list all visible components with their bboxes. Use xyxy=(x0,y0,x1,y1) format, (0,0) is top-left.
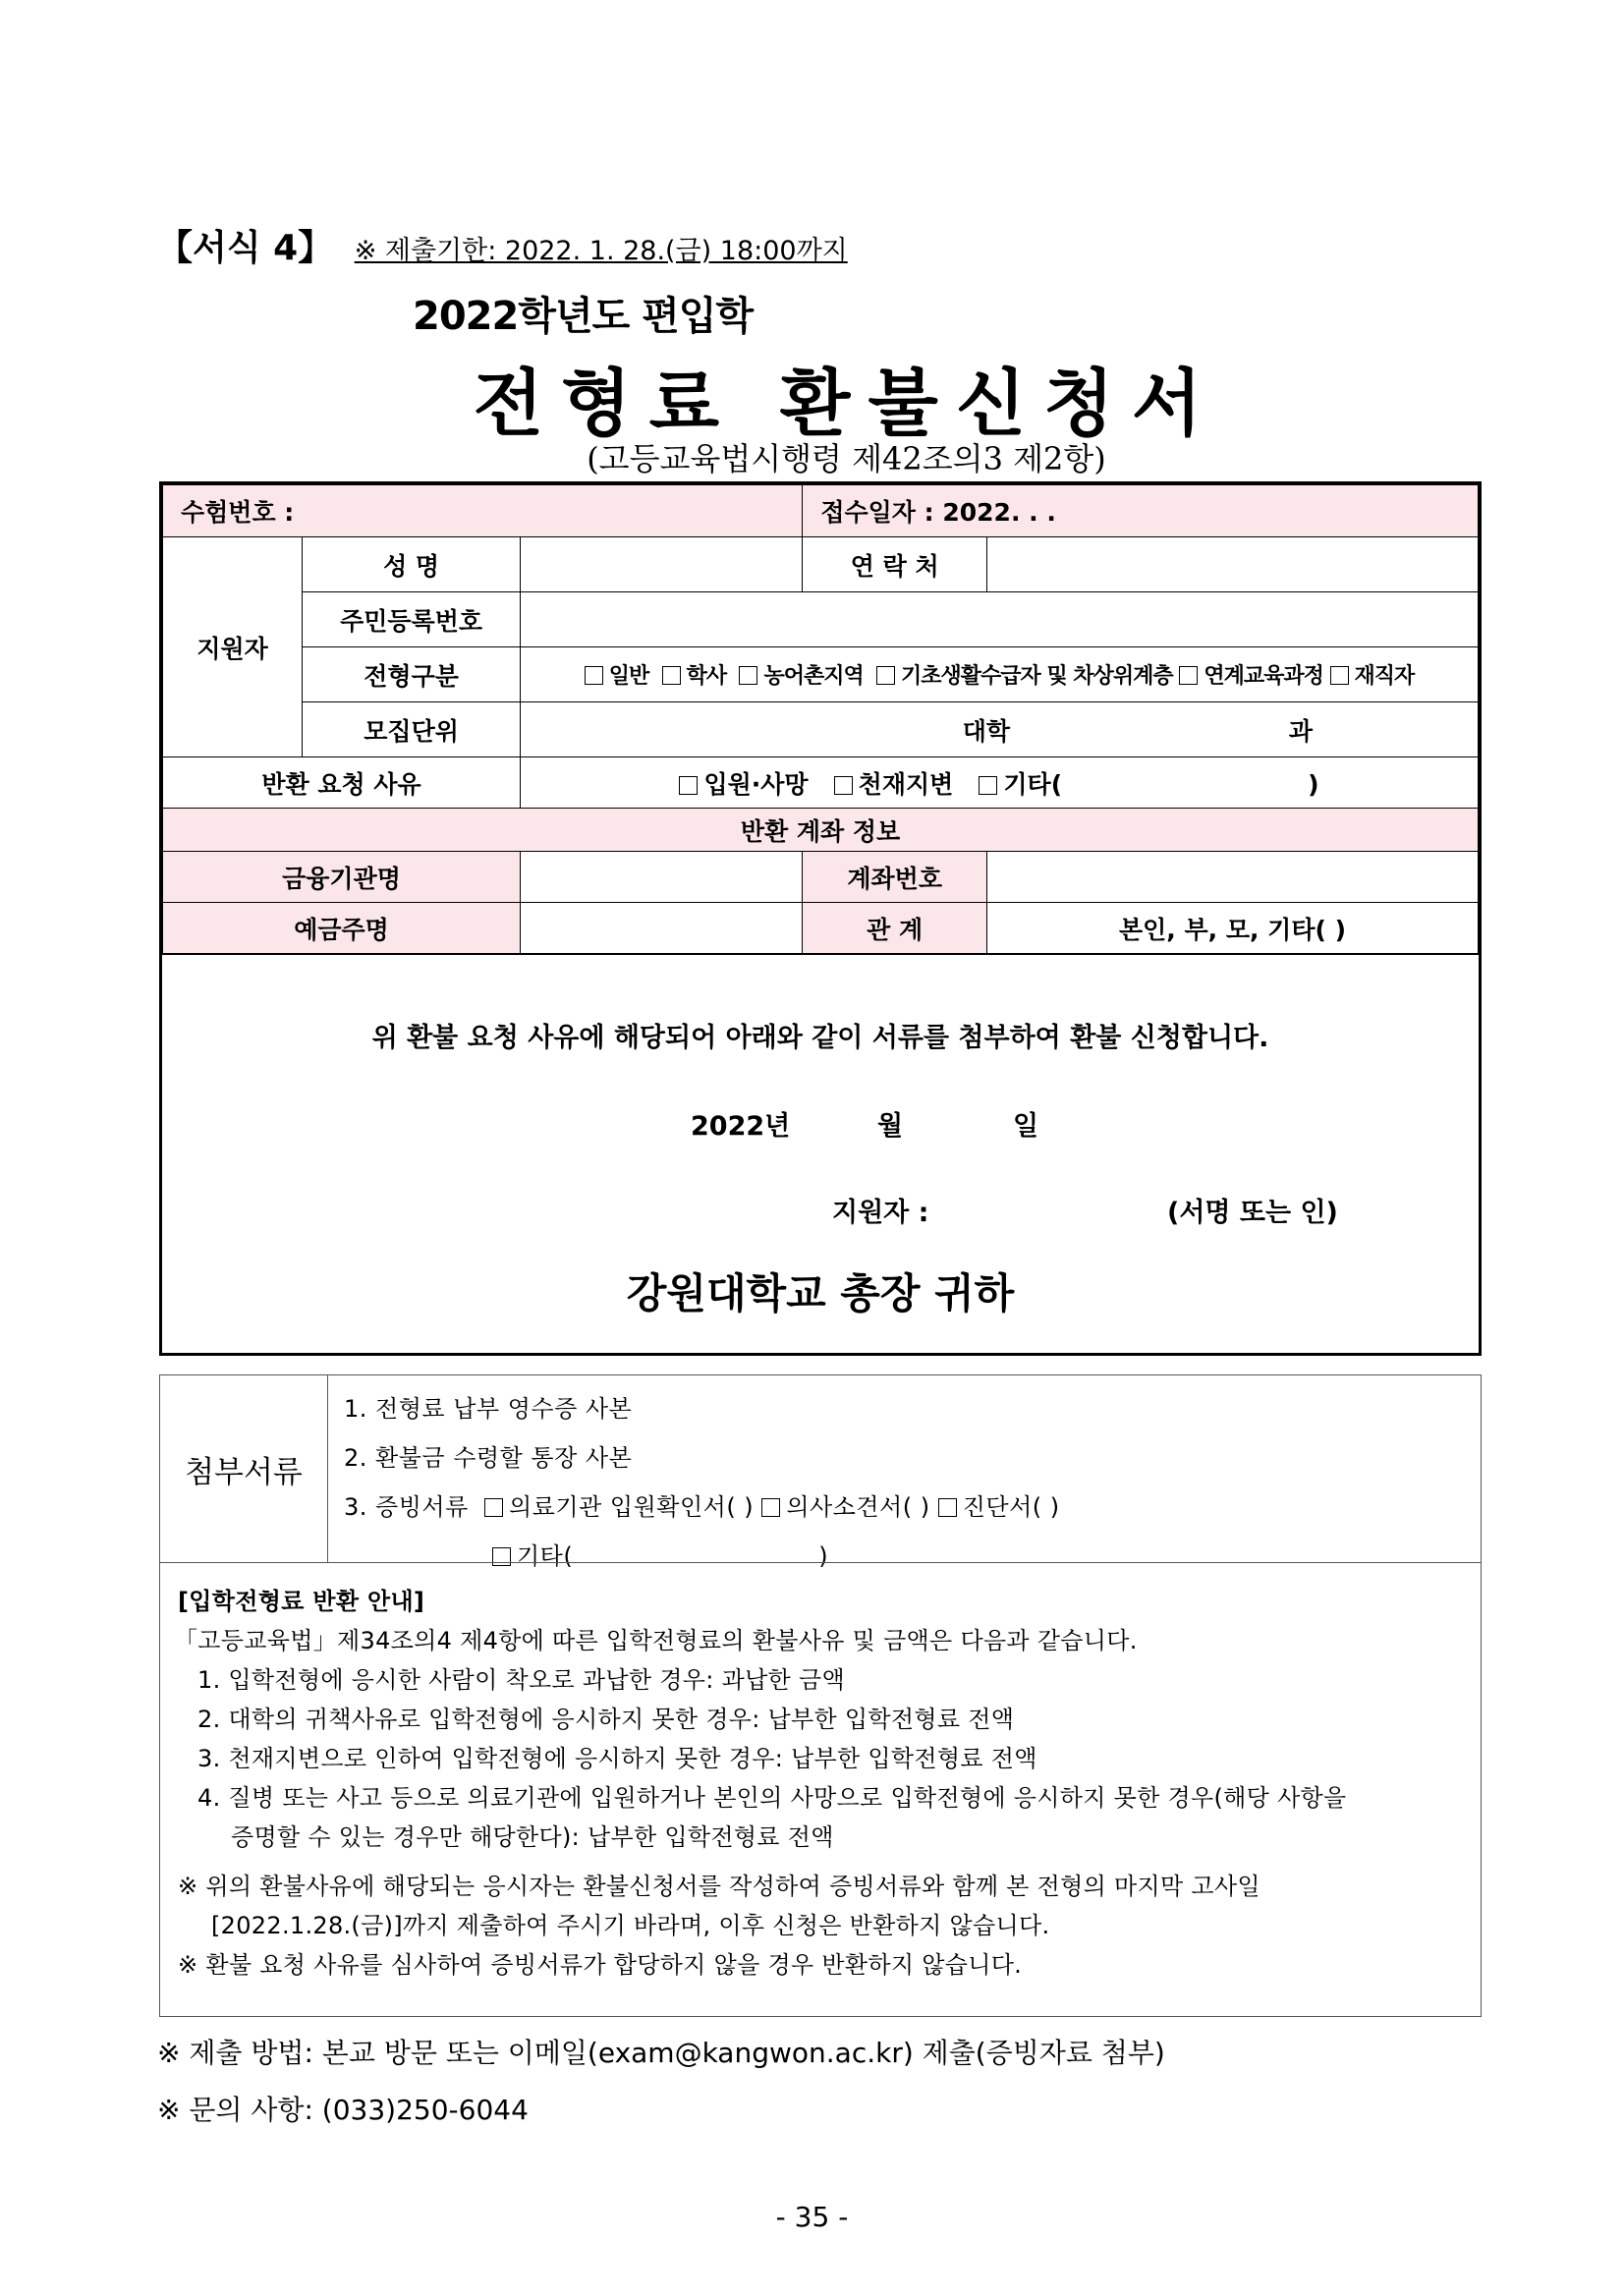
checkbox-icon[interactable] xyxy=(979,776,997,795)
type-option-bachelor[interactable]: 학사 xyxy=(662,664,727,689)
applicant-signature-label: 지원자 : xyxy=(832,1198,929,1228)
contact-label: 연 락 처 xyxy=(803,537,987,592)
applicant-section-label: 지원자 xyxy=(163,537,303,757)
evidence-diagnosis: 진단서( ) xyxy=(962,1493,1060,1521)
bank-input[interactable] xyxy=(521,852,803,903)
checkbox-icon[interactable] xyxy=(761,1498,780,1517)
type-label: 전형구분 xyxy=(303,647,521,702)
checkbox-icon[interactable] xyxy=(938,1498,957,1517)
checkbox-icon[interactable] xyxy=(1179,666,1198,685)
checkbox-icon[interactable] xyxy=(492,1547,511,1566)
notice-intro: 「고등교육법」제34조의4 제4항에 따른 입학전형료의 환불사유 및 금액은 다음과 같습니다. xyxy=(174,1627,1138,1654)
page-number: - 35 - xyxy=(775,2201,849,2233)
unit-label: 모집단위 xyxy=(303,702,521,757)
submission-method: ※ 제출 방법: 본교 방문 또는 이메일(exam@kangwon.ac.kr) 제출(증빙자료 첨부) xyxy=(157,2037,1165,2069)
reason-option-disaster[interactable]: 천재지변 xyxy=(834,770,954,799)
title-year: 2022학년도 편입학 xyxy=(413,294,754,339)
page-title: 전형료 환불신청서 xyxy=(473,362,1220,446)
rrn-input[interactable] xyxy=(521,592,1479,647)
bank-label: 금융기관명 xyxy=(163,852,521,903)
declaration-section xyxy=(162,954,1479,1353)
notice-note: ※ 환불 요청 사유를 심사하여 증빙서류가 합당하지 않을 경우 반환하지 않습니다. xyxy=(178,1951,1023,1979)
account-number-input[interactable] xyxy=(987,852,1479,903)
checkbox-icon[interactable] xyxy=(1330,666,1349,685)
rrn-label: 주민등록번호 xyxy=(303,592,521,647)
notice-item-continued: 증명할 수 있는 경우만 해당한다): 납부한 입학전형료 전액 xyxy=(231,1823,834,1851)
relation-label: 관 계 xyxy=(803,903,987,954)
notice-item: 2. 대학의 귀책사유로 입학전형에 응시하지 못한 경우: 납부한 입학전형료 전액 xyxy=(197,1706,1015,1733)
form-header xyxy=(157,220,848,270)
reason-other-close: ) xyxy=(1308,769,1319,799)
unit-dept: 과 xyxy=(1288,716,1313,746)
reason-label: 반환 요청 사유 xyxy=(163,757,521,809)
notice-title: [입학전형료 반환 안내] xyxy=(178,1588,425,1615)
notice-item: 3. 천재지변으로 인하여 입학전형에 응시하지 못한 경우: 납부한 입학전형료 전액 xyxy=(197,1745,1037,1772)
type-option-rural[interactable]: 농어촌지역 xyxy=(739,664,863,689)
addressee: 강원대학교 총장 귀하 xyxy=(626,1269,1015,1317)
attachment-item-other: 기타( ) xyxy=(492,1537,828,1571)
checkbox-icon[interactable] xyxy=(739,666,757,685)
reason-option-other[interactable]: 기타( xyxy=(979,770,1062,799)
type-option-general[interactable]: 일반 xyxy=(585,664,649,689)
attachment-item-receipt: 1. 전형료 납부 영수증 사본 xyxy=(344,1395,633,1423)
type-option-linked[interactable]: 연계교육과정 xyxy=(1179,664,1323,689)
notice-item: 1. 입학전형에 응시한 사람이 착오로 과납한 경우: 과납한 금액 xyxy=(197,1666,845,1694)
date-month[interactable]: 월 xyxy=(877,1111,904,1142)
inquiry-contact: ※ 문의 사항: (033)250-6044 xyxy=(157,2094,529,2126)
checkbox-icon[interactable] xyxy=(585,666,603,685)
evidence-doctor-opinion: 의사소견서( ) xyxy=(786,1493,930,1521)
declaration-statement: 위 환불 요청 사유에 해당되어 아래와 같이 서류를 첨부하여 환불 신청합니다. xyxy=(371,1023,1269,1053)
date-year[interactable]: 2022년 xyxy=(691,1111,791,1142)
attachments-label: 첨부서류 xyxy=(160,1375,328,1562)
name-label: 성 명 xyxy=(303,537,521,592)
submission-deadline: ※ 제출기한: 2022. 1. 28.(금) 18:00까지 xyxy=(354,236,848,266)
notice-note-continued: [2022.1.28.(금)]까지 제출하여 주시기 바라며, 이후 신청은 반환하지 않습니다. xyxy=(211,1912,1050,1939)
account-info-header: 반환 계좌 정보 xyxy=(163,809,1479,852)
name-input[interactable] xyxy=(521,537,803,592)
checkbox-icon[interactable] xyxy=(484,1498,503,1517)
attachment-item-bankbook: 2. 환불금 수령할 통장 사본 xyxy=(344,1444,633,1472)
signature-field[interactable]: (서명 또는 인) xyxy=(1167,1198,1338,1228)
law-reference: (고등교육법시행령 제42조의3 제2항) xyxy=(587,440,1106,477)
refund-application-form xyxy=(159,481,1482,1356)
type-option-low-income[interactable]: 기초생활수급자 및 차상위계층 xyxy=(876,664,1173,689)
exam-number-field[interactable]: 수험번호 : xyxy=(163,485,803,537)
reason-option-hospital[interactable]: 입원·사망 xyxy=(679,770,808,799)
type-option-employed[interactable]: 재직자 xyxy=(1330,664,1415,689)
section-divider xyxy=(160,1562,1481,1563)
checkbox-icon[interactable] xyxy=(876,666,895,685)
attachment-item-evidence: 3. 증빙서류 의료기관 입원확인서( ) 의사소견서( ) 진단서( ) xyxy=(344,1493,1060,1521)
recruitment-unit-field[interactable] xyxy=(521,702,1479,757)
application-table xyxy=(162,484,1479,954)
received-date-field: 접수일자 : 2022. . . xyxy=(803,485,1479,537)
date-day[interactable]: 일 xyxy=(1013,1111,1039,1142)
unit-college: 대학 xyxy=(962,716,1011,746)
admission-type-options xyxy=(521,647,1479,702)
notice-item: 4. 질병 또는 사고 등으로 의료기관에 입원하거나 본인의 사망으로 입학전형에 응시하지 못한 경우(해당 사항을 xyxy=(197,1784,1347,1812)
evidence-hospital: 의료기관 입원확인서( ) xyxy=(509,1493,755,1521)
checkbox-icon[interactable] xyxy=(679,776,698,795)
refund-reason-options xyxy=(521,757,1479,809)
relation-value[interactable]: 본인, 부, 모, 기타( ) xyxy=(987,903,1479,954)
checkbox-icon[interactable] xyxy=(834,776,853,795)
form-number: 【서식 4】 xyxy=(157,228,334,268)
contact-input[interactable] xyxy=(987,537,1479,592)
holder-input[interactable] xyxy=(521,903,803,954)
checkbox-icon[interactable] xyxy=(662,666,681,685)
notice-note: ※ 위의 환불사유에 해당되는 응시자는 환불신청서를 작성하여 증빙서류와 함께 본 전형의 마지막 고사일 xyxy=(178,1873,1260,1900)
holder-label: 예금주명 xyxy=(163,903,521,954)
attachments-and-notice xyxy=(159,1374,1482,2017)
account-number-label: 계좌번호 xyxy=(803,852,987,903)
